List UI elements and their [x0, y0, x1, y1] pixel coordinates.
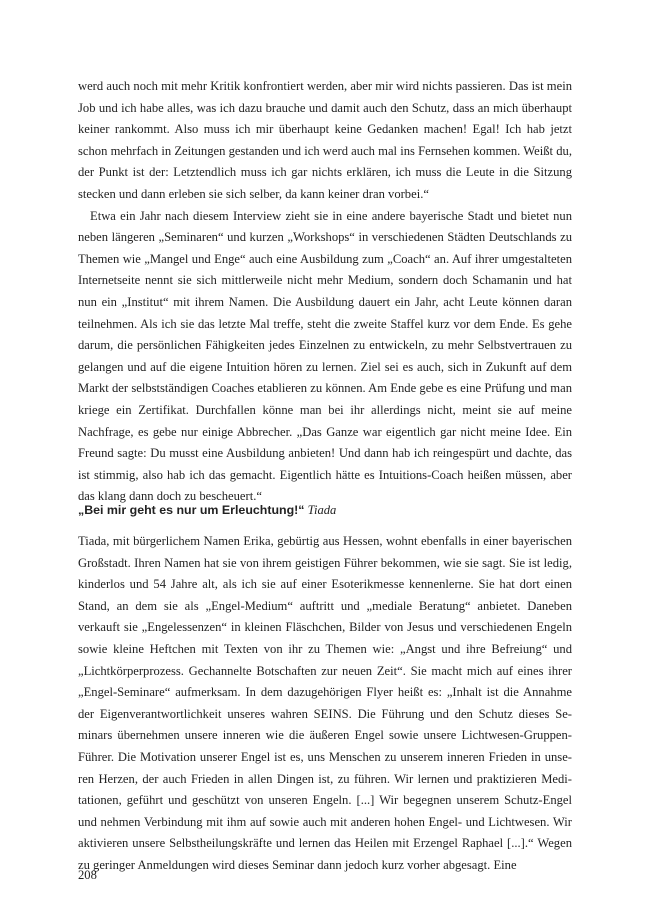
body-text-section-one — [78, 76, 572, 508]
body-text-section-two — [78, 531, 572, 877]
page-number: 208 — [78, 868, 97, 882]
section-heading-title: „Bei mir geht es nur um Erleuchtung!“ — [78, 503, 305, 517]
paragraph-coach-training: Etwa ein Jahr nach diesem Interview zieht sie in eine andere bayerische Stadt und bietet nun neben längeren „Seminaren“ und kurzen „Workshops“ in verschiedenen Städten Deutschlands zu Themen wie „Mangel und Enge“ auch eine Ausbildung zum „Coach“ an. Auf ihrer umgestalteten Internetseite nennt sie sich mittlerweile nicht mehr Medium, sondern doch Schamanin und hat nun ein „Institut“ mit ihrem Namen. Die Ausbildung dauert ein Jahr, acht Leute können daran teilnehmen. Als ich sie das letzte Mal treffe, steht die zweite Staffel kurz vor dem Ende. Es gehe darum, die persönlichen Fähigkeiten jedes Einzelnen zu entwickeln, zu mehr Selbstvertrauen zu gelangen und auf die eigene Intuition hören zu lernen. Ziel sei es auch, sich in Zukunft auf dem Markt der selbstständigen Coaches etablieren zu können. Am Ende gebe es eine Prüfung und man kriege ein Zertifikat. Durchfallen könne man bei ihr allerdings nicht, meint sie auf meine Nachfrage, es gebe nur einige Abbrecher. „Das Ganze war eigentlich gar nicht meine Idee. Ein Freund sagte: Du musst eine Ausbildung anbieten! Und dann hab ich reingespürt und dachte, das ist stimmig, also hab ich das gemacht. Eigentlich hätte es Intuitions-Coach heißen müssen, aber das klang dann doch zu bescheuert.“ — [78, 208, 572, 504]
section-heading — [78, 500, 572, 522]
paragraph-interview-quote-end: werd auch noch mit mehr Kritik konfrontiert werden, aber mir wird nichts passieren. Das ist mein Job und ich habe alles, was ich dazu brauche und damit auch den Schutz, dass an mich überhaupt keiner rankommt. Also muss ich mir überhaupt keine Gedanken machen! Egal! Ich hab jetzt schon mehrfach in Zeitungen gestanden und ich werd auch mal ins Fernsehen kommen. Weißt du, der Punkt ist der: Letztendlich muss ich gar nichts erklären, ich muss die Leute in die Sitzung stecken und dann erleben sie sich selber, da kann keiner dran vorbei.“ — [78, 79, 572, 201]
paragraph-tiada-intro: Tiada, mit bürgerlichem Namen Erika, gebürtig aus Hessen, wohnt ebenfalls in einer bayerischen Großstadt. Ihren Namen hat sie von ihrem geistigen Führer bekommen, wie sie sagt. Sie ist ledig, kinderlos und 54 Jahre alt, als ich sie auf einer Esoterikmesse kennenlerne. Sie hat dort einen Stand, an dem sie als „Engel-Medium“ auftritt und „mediale Beratung“ anbietet. Daneben verkauft sie „Engelessenzen“ in kleinen Fläschchen, Bilder von Jesus und verschiedenen Engeln sowie kleine Heftchen mit Texten von ihr zu Themen wie: „Angst und ihre Befreiung“ und „Lichtkörperprozess. Gechannelte Botschaften zur neuen Zeit“. Sie macht mich auf eines ihrer „Engel-Seminare“ aufmerksam. In dem dazugehörigen Flyer heißt es: „Inhalt ist die Annahme der Eigenverantwortlichkeit unseres wahren SEINS. Die Führung und den Schutz dieses Seminars übernehmen unsere inneren wie die äußeren Engel sowie unsere Lichtwesen-Gruppen-Führer. Die Motivation unserer Engel ist es, uns Menschen zu unserem inneren Frieden in unseren Herzen, der auch Frieden in allen Dingen ist, zu führen. Wir lernen und praktizieren Meditationen, geführt und geschützt von unseren Engeln. [...] Wir begegnen unserem Schutz-Engel und nehmen Verbindung mit ihm auf sowie auch mit anderen hohen Engel- und Lichtwesen. Wir aktivieren unsere Selbstheilungskräfte und lernen das Heilen mit Erzengel Raphael [...].“ Wegen zu geringer Anmeldungen wird dieses Seminar dann jedoch kurz vorher abgesagt. Eine — [78, 534, 572, 872]
section-heading-person-name: Tiada — [307, 503, 337, 517]
